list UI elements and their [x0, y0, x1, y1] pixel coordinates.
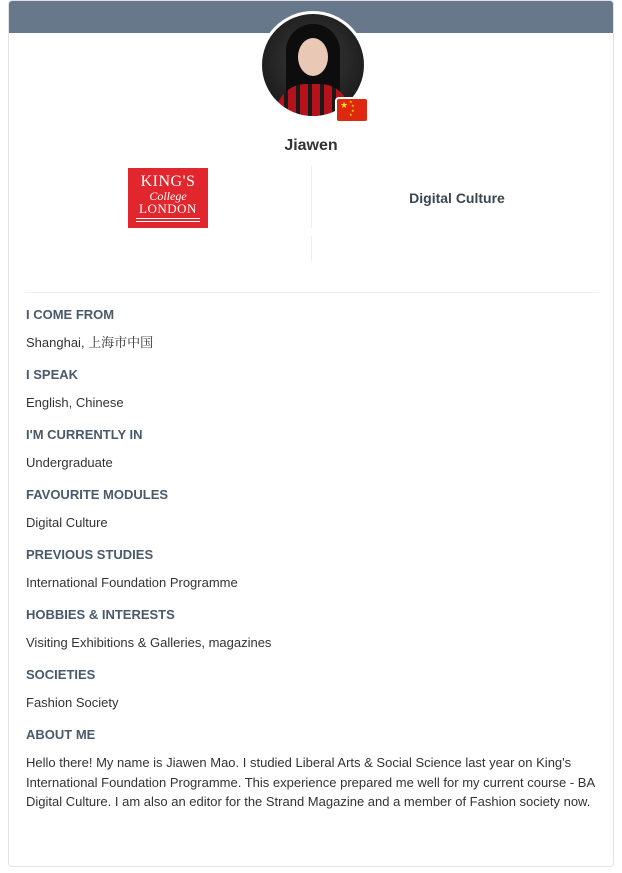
section-label: SOCIETIES [26, 667, 96, 682]
section-speak [26, 368, 598, 411]
logo-rule [136, 221, 200, 222]
logo-line-3: LONDON [139, 201, 197, 216]
section-value: Digital Culture [26, 515, 108, 530]
section-come-from [26, 308, 598, 351]
section-about-me [26, 728, 598, 812]
profile-details [26, 308, 598, 812]
university-logo [128, 168, 208, 228]
section-value: Fashion Society [26, 695, 119, 710]
section-favourite-modules [26, 488, 598, 531]
vertical-divider [311, 166, 312, 261]
section-label: PREVIOUS STUDIES [26, 547, 154, 562]
course-name: Digital Culture [409, 190, 505, 206]
section-label: FAVOURITE MODULES [26, 487, 169, 502]
profile-name: Jiawen [284, 137, 338, 154]
section-label: HOBBIES & INTERESTS [26, 607, 175, 622]
section-value: Visiting Exhibitions & Galleries, magazines [26, 635, 272, 650]
section-currently-in [26, 428, 598, 471]
section-label: I COME FROM [26, 307, 115, 322]
section-hobbies [26, 608, 598, 651]
logo-rule [136, 218, 200, 219]
section-value: Shanghai, 上海市中国 [26, 335, 154, 350]
china-flag-icon: ★ ★ ★ ★ ★ [335, 97, 369, 123]
section-divider [25, 292, 599, 293]
logo-line-1: KING'S [140, 173, 196, 190]
about-text: Hello there! My name is Jiawen Mao. I studied Liberal Arts & Social Science last year on King's International Foundation Programme. This experience prepared me well for my current course - BA Digital Culture. I am also an editor for the Strand Magazine and a member of Fashion society now. [26, 755, 595, 809]
section-value: English, Chinese [26, 395, 124, 410]
profile-card [8, 0, 614, 867]
section-value: Undergraduate [26, 455, 113, 470]
section-previous-studies [26, 548, 598, 591]
section-label: I'M CURRENTLY IN [26, 427, 143, 442]
logo-line-2: College [149, 189, 187, 203]
section-value: International Foundation Programme [26, 575, 238, 590]
section-label: I SPEAK [26, 367, 79, 382]
section-societies [26, 668, 598, 711]
section-label: ABOUT ME [26, 727, 96, 742]
